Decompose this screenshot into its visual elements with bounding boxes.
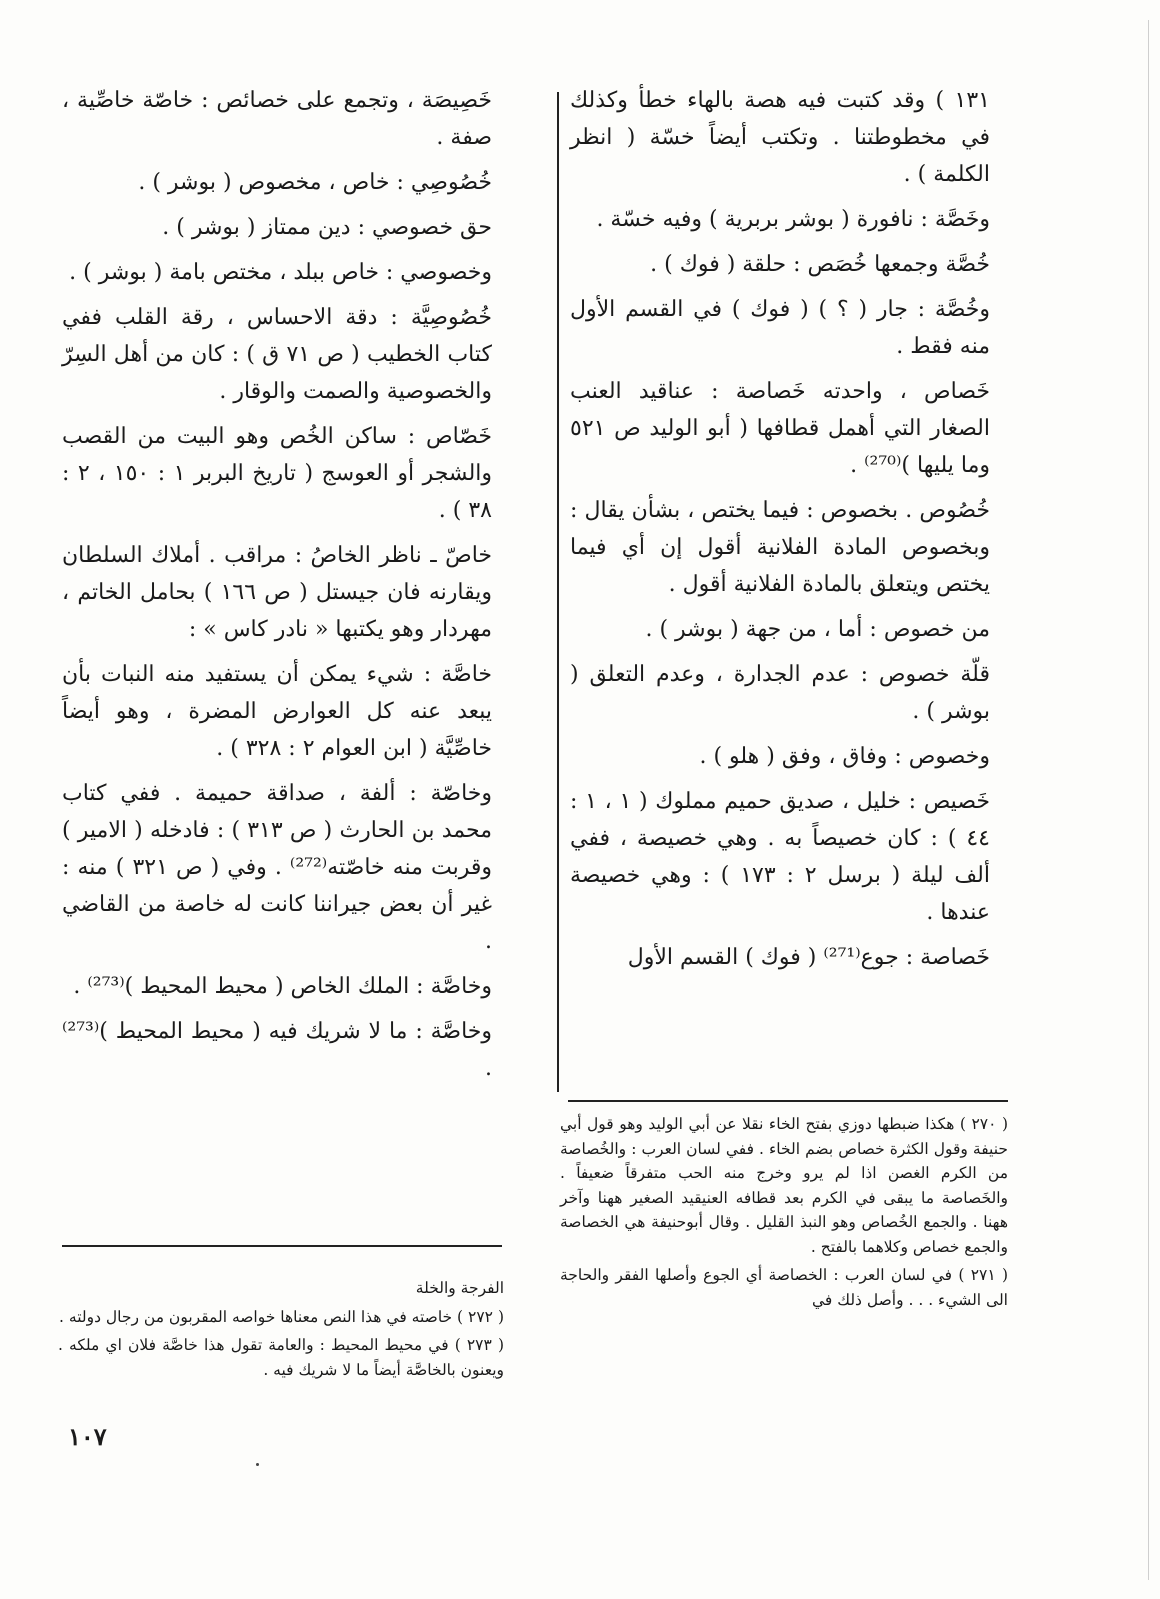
entry-paragraph: خاصّ ـ ناظر الخاصُ : مراقب . أملاك السلطان ويقارنه فان جيستل ( ص ١٦٦ ) بحامل الخاتم ، مهردار وهو يكتبها « نادر كاس » : xyxy=(62,543,492,642)
entry-paragraph: خاصَّة : شيء يمكن أن يستفيد منه النبات بأن يبعد عنه كل العوارض المضرة ، وهو أيضاً خاصِّيَّة ( ابن العوام ٢ : ٣٢٨ ) . xyxy=(62,662,492,761)
entry-paragraph: وخصوص : وفاق ، وفق ( هلو ) . xyxy=(699,744,990,769)
page-number: ١٠٧ xyxy=(68,1422,107,1451)
footnote-divider-right xyxy=(568,1100,1008,1102)
entry-paragraph: وخاصّة : ألفة ، صداقة حميمة . ففي كتاب محمد بن الحارث ( ص ٣١٣ ) : فادخله ( الامير ) وقربت منه خاصّته⁽²⁷²⁾ . وفي ( ص ٣٢١ ) منه : غير أن بعض جيراننا كانت له خاصة من القاضي . xyxy=(62,781,492,954)
entry-paragraph: وخصوصي : خاص ببلد ، مختص بامة ( بوشر ) . xyxy=(69,260,492,285)
entry-paragraph: وخاصَّة : الملك الخاص ( محيط المحيط )⁽²⁷³⁾ . xyxy=(73,974,492,999)
footnote-divider-left xyxy=(62,1245,502,1247)
entry-paragraph: خَصيص : خليل ، صديق حميم مملوك ( ١ ، ١ : ٤٤ ) : كان خصيصاً به . وهي خصيصة ، ففي ألف ليلة ( برسل ٢ : ١٧٣ ) : وهي خصيصة عندها . xyxy=(570,789,991,925)
entry-paragraph: وخاصَّة : ما لا شريك فيه ( محيط المحيط )⁽²⁷³⁾ . xyxy=(62,1019,492,1081)
footnote: ( ٢٧١ ) في لسان العرب : الخصاصة أي الجوع وأصلها الفقر والحاجة الى الشيء . . . وأصل ذلك في xyxy=(560,1266,1008,1309)
stray-mark xyxy=(256,1463,259,1466)
entry-paragraph: وخَصَّة : نافورة ( بوشر بربرية ) وفيه خسّة . xyxy=(596,207,990,232)
entry-paragraph: خُصُوصِي : خاص ، مخصوص ( بوشر ) . xyxy=(138,170,492,195)
entry-paragraph: قلّة خصوص : عدم الجدارة ، وعدم التعلق ( بوشر ) . xyxy=(570,662,990,724)
entry-paragraph: خَصاصة : جوع⁽²⁷¹⁾ ( فوك ) القسم الأول xyxy=(627,945,990,970)
entry-paragraph: خُصَّة وجمعها خُصَص : حلقة ( فوك ) . xyxy=(650,252,990,277)
left-column xyxy=(62,82,492,1095)
entry-paragraph: خُصُوص . بخصوص : فيما يختص ، بشأن يقال : وبخصوص المادة الفلانية أقول إن أي فيما يختص ويتعلق بالمادة الفلانية أقول . xyxy=(570,498,990,597)
column-divider xyxy=(557,92,559,1092)
entry-paragraph: خُصُوصِيَّة : دقة الاحساس ، رقة القلب ففي كتاب الخطيب ( ص ٧١ ق ) : كان من أهل السِرّ والخصوصية والصمت والوقار . xyxy=(62,305,492,404)
footnote: ( ٢٧٠ ) هكذا ضبطها دوزي بفتح الخاء نقلا عن أبي الوليد وهو قول أبي حنيفة وقول الكثرة خصاص بضم الخاء . ففي لسان العرب : والخُصاصة من الكرم الغصن اذا لم يرو وخرج منه الحب متفرقاً ضعيفاً . والخَصاصة ما يبقى في الكرم بعد قطافه العنيقيد الصغير ههنا وآخر ههنا . والجمع الخُصاص وهو النبذ القليل . وقال أبوحنيفة هي الخصاصة والجمع خصاص وكلاهما بالفتح . xyxy=(560,1115,1008,1256)
entry-paragraph: خَصاص ، واحدته خَصاصة : عناقيد العنب الصغار التي أهمل قطافها ( أبو الوليد ص ٥٢١ وما يليها )⁽²⁷⁰⁾ . xyxy=(570,379,990,478)
footnotes-right xyxy=(560,1112,1008,1316)
page-edge-shadow xyxy=(1148,20,1149,1580)
entry-paragraph: من خصوص : أما ، من جهة ( بوشر ) . xyxy=(645,617,990,642)
footnote: ( ٢٧٣ ) في محيط المحيط : والعامة تقول هذا خاصَّة فلان اي ملكه . ويعنون بالخاصَّة أيضاً ما لا شريك فيه . xyxy=(58,1336,504,1379)
footnote: ( ٢٧٢ ) خاصته في هذا النص معناها خواصه المقربون من رجال دولته . xyxy=(59,1307,504,1326)
entry-paragraph: حق خصوصي : دين ممتاز ( بوشر ) . xyxy=(162,215,492,240)
right-column xyxy=(570,82,990,984)
footnotes-left xyxy=(58,1276,504,1386)
entry-paragraph: وخُصَّة : جار ( ؟ ) ( فوك ) في القسم الأول منه فقط . xyxy=(570,297,990,359)
entry-paragraph: خَصّاص : ساكن الخُص وهو البيت من القصب والشجر أو العوسج ( تاريخ البربر ١ : ١٥٠ ، ٢ : ٣٨ ) . xyxy=(62,424,493,523)
footnote: الفرجة والخلة xyxy=(415,1279,504,1297)
entry-paragraph: خَصِيصَة ، وتجمع على خصائص : خاصّة خاصِّية ، صفة . xyxy=(62,88,492,150)
entry-paragraph: ١٣١ ) وقد كتبت فيه هصة بالهاء خطأ وكذلك في مخطوطتنا . وتكتب أيضاً خسّة ( انظر الكلمة ) . xyxy=(570,88,990,187)
